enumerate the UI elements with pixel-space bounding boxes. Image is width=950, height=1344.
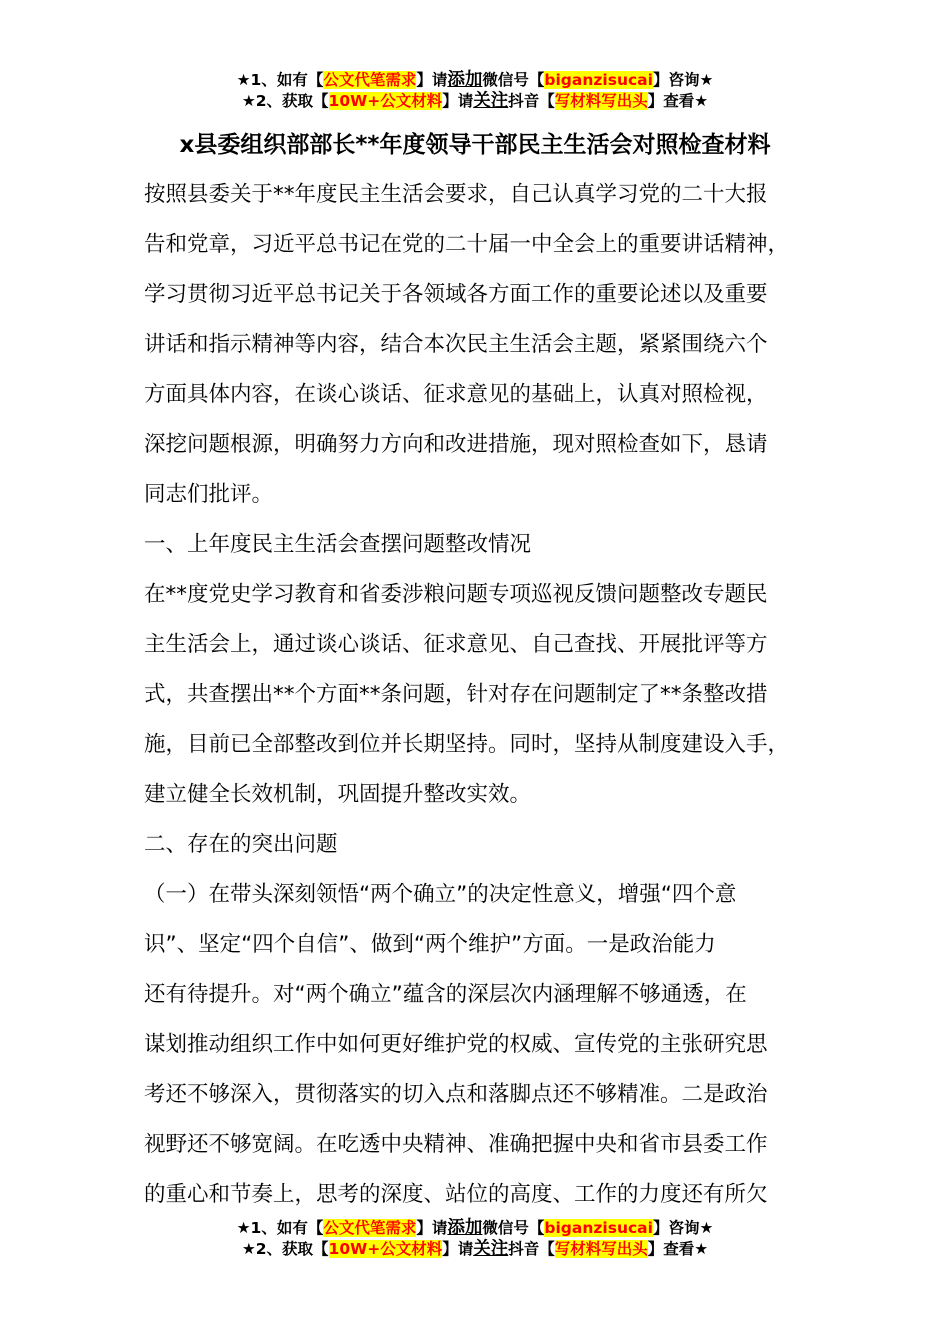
paragraph-line: 识”、坚定“四个自信”、做到“两个维护”方面。一是政治能力 [144, 932, 716, 957]
promo-text: 2、获取【 [255, 92, 329, 110]
paragraph-line: 按照县委关于**年度民主生活会要求，自己认真学习党的二十大报 [144, 182, 768, 207]
paragraph-line: 同志们批评。 [144, 482, 274, 507]
paragraph-line: 学习贯彻习近平总书记关于各领域各方面工作的重要论述以及重要 [144, 282, 768, 307]
section-heading-1: 一、上年度民主生活会查摆问题整改情况 [144, 532, 532, 557]
underlined-follow: 关注 [473, 91, 509, 111]
paragraph-line: 在**度党史学习教育和省委涉粮问题专项巡视反馈问题整改专题民 [144, 582, 768, 607]
document-title: x县委组织部部长**年度领导干部民主生活会对照检查材料 [179, 132, 771, 158]
promo-text: 】查看★ [647, 1240, 709, 1258]
highlight-douyin-account: 写材料写出头 [554, 92, 648, 110]
star-icon: ★ [236, 71, 251, 89]
paragraph-line: 式，共查摆出**个方面**条问题，针对存在问题制定了**条整改措 [144, 682, 768, 707]
paragraph-line: 视野还不够宽阔。在吃透中央精神、准确把握中央和省市县委工作 [144, 1132, 768, 1157]
promo-text: 】请 [442, 1240, 474, 1258]
promo-line-1 [0, 1218, 950, 1239]
underlined-add: 添加 [447, 70, 483, 90]
highlight-materials: 10W+公文材料 [328, 92, 443, 110]
underlined-add: 添加 [447, 1218, 483, 1238]
promo-text: 微信号【 [482, 1219, 545, 1237]
highlight-douyin-account: 写材料写出头 [554, 1240, 648, 1258]
promo-text: 抖音【 [508, 92, 555, 110]
paragraph-line: 深挖问题根源，明确努力方向和改进措施，现对照检查如下，恳请 [144, 432, 768, 457]
paragraph-line: 讲话和指示精神等内容，结合本次民主生活会主题，紧紧围绕六个 [144, 332, 768, 357]
promo-text: 】请 [416, 71, 448, 89]
promo-text: 】请 [416, 1219, 448, 1237]
paragraph-line: 考还不够深入，贯彻落实的切入点和落脚点还不够精准。二是政治 [144, 1082, 768, 1107]
paragraph-line: 谋划推动组织工作中如何更好维护党的权威、宣传党的主张研究思 [144, 1032, 768, 1057]
star-icon: ★ [236, 1219, 251, 1237]
promo-text: 微信号【 [482, 71, 545, 89]
highlight-service: 公文代笔需求 [323, 1219, 417, 1237]
highlight-service: 公文代笔需求 [323, 71, 417, 89]
star-icon: ★ [241, 92, 256, 110]
document-body [144, 170, 834, 1220]
promo-text: 1、如有【 [250, 71, 324, 89]
paragraph-line: 施，目前已全部整改到位并长期坚持。同时，坚持从制度建设入手， [144, 732, 790, 757]
promo-text: 】咨询★ [652, 71, 714, 89]
promo-line-1 [0, 70, 950, 91]
star-icon: ★ [241, 1240, 256, 1258]
bottom-promo-banner [0, 1218, 950, 1260]
highlight-wechat-id: biganzisucai [544, 1219, 653, 1237]
underlined-follow: 关注 [473, 1239, 509, 1259]
section-1-paragraph [144, 570, 834, 820]
paragraph-line: 的重心和节奏上，思考的深度、站位的高度、工作的力度还有所欠 [144, 1182, 768, 1207]
promo-text: 抖音【 [508, 1240, 555, 1258]
promo-text: 】请 [442, 92, 474, 110]
promo-text: 1、如有【 [250, 1219, 324, 1237]
section-2-paragraph [144, 870, 834, 1220]
top-promo-banner [0, 70, 950, 112]
section-heading-2: 二、存在的突出问题 [144, 832, 338, 857]
highlight-wechat-id: biganzisucai [544, 71, 653, 89]
promo-line-2 [0, 91, 950, 112]
paragraph-line: 还有待提升。对“两个确立”蕴含的深层次内涵理解不够通透，在 [144, 982, 747, 1007]
promo-text: 】咨询★ [652, 1219, 714, 1237]
paragraph-line: 建立健全长效机制，巩固提升整改实效。 [144, 782, 532, 807]
paragraph-line: （一）在带头深刻领悟“两个确立”的决定性意义，增强“四个意 [144, 882, 737, 907]
promo-line-2 [0, 1239, 950, 1260]
paragraph-line: 方面具体内容，在谈心谈话、征求意见的基础上，认真对照检视， [144, 382, 768, 407]
paragraph-line: 主生活会上，通过谈心谈话、征求意见、自己查找、开展批评等方 [144, 632, 768, 657]
promo-text: 】查看★ [647, 92, 709, 110]
paragraph-line: 告和党章，习近平总书记在党的二十届一中全会上的重要讲话精神， [144, 232, 790, 257]
intro-paragraph [144, 170, 834, 520]
highlight-materials: 10W+公文材料 [328, 1240, 443, 1258]
promo-text: 2、获取【 [255, 1240, 329, 1258]
